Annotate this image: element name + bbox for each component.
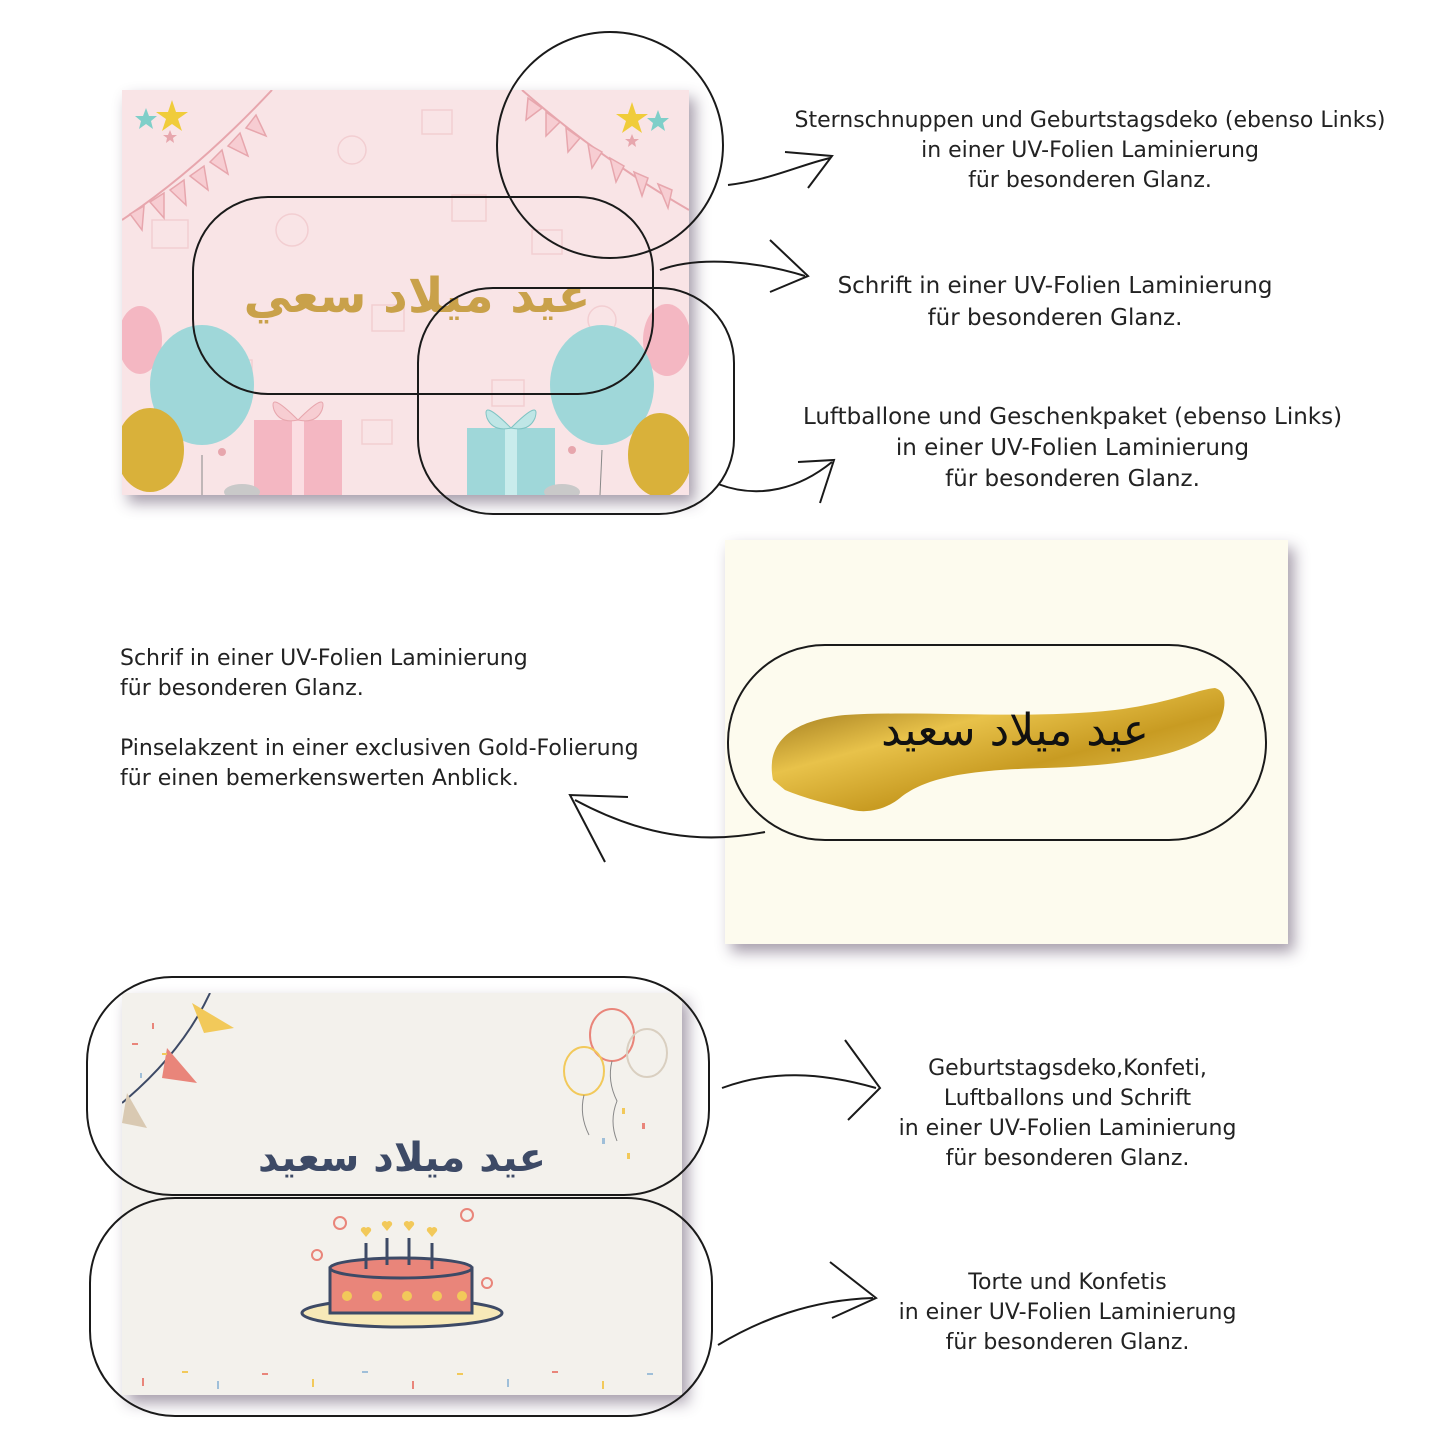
arrow-cake-icon — [718, 1262, 876, 1345]
note-line: für besonderen Glanz. — [120, 676, 364, 701]
note-gold-foil — [120, 644, 680, 794]
note-line: Schrift in einer UV-Folien Laminierung — [837, 273, 1273, 299]
note-line: Luftballons und Schrift — [943, 1086, 1192, 1111]
note-line: in einer UV-Folien Laminierung — [898, 1300, 1237, 1325]
shooting-stars-left-icon — [135, 100, 188, 143]
note-line: in einer UV-Folien Laminierung — [898, 1116, 1237, 1141]
card-cake — [122, 993, 682, 1395]
note-line: Sternschnuppen und Geburtstagsdeko (ebenso Links) — [794, 108, 1386, 133]
card-gold-brush — [725, 540, 1288, 944]
balloons-right-icon — [550, 304, 689, 495]
card-cake-arabic-title: عيد ميلاد سعيد — [258, 1135, 546, 1181]
birthday-cake-icon — [302, 1209, 502, 1327]
card-gold-arabic-title: عيد ميلاد سعيد — [881, 705, 1149, 756]
shooting-stars-right-icon — [616, 102, 669, 147]
card-pink-birthday — [122, 90, 689, 495]
note-line: Torte und Konfetis — [968, 1270, 1167, 1295]
balloons-left-icon — [122, 306, 254, 495]
note-line: Pinselakzent in einer exclusiven Gold-Folierung — [120, 736, 639, 761]
note-line: Schrif in einer UV-Folien Laminierung — [120, 646, 528, 671]
note-decoration-confetti — [890, 1054, 1245, 1174]
confetti-top-right — [602, 1108, 645, 1159]
bunting-cake-card — [122, 993, 234, 1128]
balloons-cake-card-icon — [564, 1009, 667, 1141]
note-line: in einer UV-Folien Laminierung — [895, 435, 1250, 461]
bunting-left — [122, 90, 272, 230]
note-line — [120, 704, 680, 734]
confetti-bottom — [142, 1371, 653, 1389]
card-pink-arabic-title: عيد ميلاد سعي — [243, 268, 591, 324]
note-line: Geburtstagsdeko,Konfeti, — [928, 1056, 1207, 1081]
note-line: für besonderen Glanz. — [968, 168, 1212, 193]
bunting-right — [522, 90, 689, 210]
confetti-top-left — [132, 1023, 167, 1078]
note-line: für besonderen Glanz. — [927, 305, 1183, 331]
card-cake-artwork — [122, 993, 682, 1395]
note-balloons-gift — [790, 402, 1355, 495]
note-line: für besonderen Glanz. — [945, 1330, 1190, 1355]
note-shooting-stars — [790, 106, 1390, 196]
note-line: für einen bemerkenswerten Anblick. — [120, 766, 519, 791]
note-font-lamination — [800, 270, 1310, 334]
note-cake-confetti — [890, 1268, 1245, 1358]
note-line: Luftballone und Geschenkpaket (ebenso Links) — [802, 404, 1343, 430]
note-line: für besonderen Glanz. — [945, 1146, 1190, 1171]
arrow-decoration-icon — [722, 1040, 880, 1120]
note-line: in einer UV-Folien Laminierung — [921, 138, 1259, 163]
note-line: für besonderen Glanz. — [945, 466, 1200, 492]
